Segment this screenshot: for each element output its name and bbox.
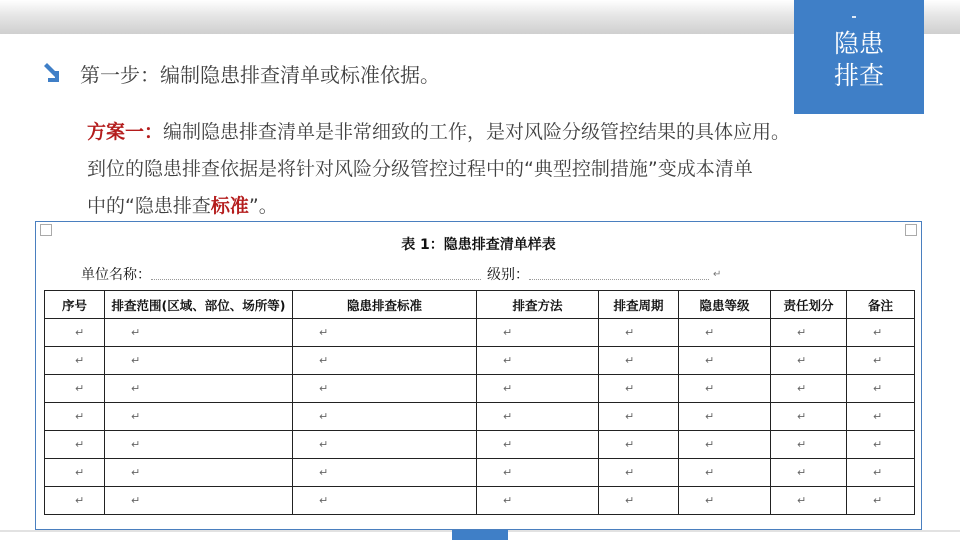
table-cell: ↵	[679, 431, 771, 459]
table-cell: ↵	[45, 347, 105, 375]
table-cell: ↵	[105, 375, 293, 403]
table-cell: ↵	[847, 487, 915, 515]
table-cell: ↵	[293, 375, 477, 403]
table-cell: ↵	[45, 375, 105, 403]
paragraph-text-3a: 中的“隐患排查	[87, 195, 211, 217]
table-cell: ↵	[293, 431, 477, 459]
badge-line-2: 排查	[833, 61, 884, 90]
table-cell: ↵	[771, 431, 847, 459]
table-cell: ↵	[771, 375, 847, 403]
table-cell: ↵	[105, 431, 293, 459]
table-cell: ↵	[293, 403, 477, 431]
table-cell: ↵	[477, 403, 599, 431]
unit-name-blank	[151, 269, 481, 280]
table-cell: ↵	[771, 487, 847, 515]
table-cell: ↵	[679, 459, 771, 487]
col-header: 排查周期	[599, 291, 679, 319]
table-cell: ↵	[105, 319, 293, 347]
paragraph-text-3b: ”。	[248, 195, 278, 217]
step-text: 第一步：编制隐患排查清单或标准依据。	[80, 62, 440, 87]
paragraph-line-3	[87, 188, 907, 225]
level-blank	[529, 269, 709, 280]
table-cell: ↵	[771, 319, 847, 347]
arrow-down-right-icon	[42, 62, 64, 84]
table-cell: ↵	[105, 459, 293, 487]
table-cell: ↵	[847, 347, 915, 375]
table-cell: ↵	[771, 459, 847, 487]
table-cell: ↵	[847, 431, 915, 459]
table-cell: ↵	[599, 459, 679, 487]
footer-tab	[452, 530, 508, 540]
step-heading	[42, 58, 440, 88]
plan-lead: 方案一：	[87, 121, 164, 143]
table-cell: ↵	[679, 347, 771, 375]
table-cell: ↵	[45, 403, 105, 431]
table-cell: ↵	[105, 403, 293, 431]
table-cell: ↵	[105, 487, 293, 515]
table-row	[45, 459, 915, 487]
table-cell: ↵	[771, 347, 847, 375]
badge-tick-mark	[852, 16, 856, 18]
paragraph-text-1: 编制隐患排查清单是非常细致的工作，是对风险分级管控结果的具体应用。	[163, 121, 791, 143]
table-cell: ↵	[679, 319, 771, 347]
table-row	[45, 431, 915, 459]
paragraph-emphasis: 标准	[210, 195, 249, 217]
col-header: 隐患排查标准	[293, 291, 477, 319]
col-header: 排查范围(区域、部位、场所等)	[105, 291, 293, 319]
table-cell: ↵	[45, 319, 105, 347]
table-cell: ↵	[847, 459, 915, 487]
badge-line-1: 隐患	[833, 29, 884, 58]
hazard-checklist-table	[44, 290, 915, 515]
paragraph-line-2: 到位的隐患排查依据是将针对风险分级管控过程中的“典型控制措施”变成本清单	[87, 158, 753, 180]
plan-paragraph	[87, 114, 907, 225]
unit-level-line	[81, 264, 721, 284]
table-row	[45, 487, 915, 515]
table-cell: ↵	[599, 375, 679, 403]
return-mark: ↵	[713, 268, 722, 280]
table-cell: ↵	[293, 347, 477, 375]
level-label: 级别：	[487, 267, 529, 283]
table-cell: ↵	[679, 403, 771, 431]
table-cell: ↵	[105, 347, 293, 375]
table-cell: ↵	[847, 375, 915, 403]
table-cell: ↵	[771, 403, 847, 431]
col-header: 责任划分	[771, 291, 847, 319]
table-header-row	[45, 291, 915, 319]
table-cell: ↵	[599, 487, 679, 515]
table-cell: ↵	[679, 375, 771, 403]
paragraph-line-1	[87, 114, 907, 151]
table-cell: ↵	[599, 431, 679, 459]
table-cell: ↵	[477, 487, 599, 515]
table-cell: ↵	[45, 431, 105, 459]
table-cell: ↵	[599, 347, 679, 375]
table-cell: ↵	[847, 403, 915, 431]
section-badge	[794, 0, 924, 114]
table-cell: ↵	[599, 403, 679, 431]
col-header: 隐患等级	[679, 291, 771, 319]
table-cell: ↵	[293, 319, 477, 347]
table-cell: ↵	[477, 347, 599, 375]
col-header: 序号	[45, 291, 105, 319]
table-row	[45, 403, 915, 431]
table-cell: ↵	[293, 459, 477, 487]
col-header: 备注	[847, 291, 915, 319]
table-row	[45, 375, 915, 403]
table-row	[45, 347, 915, 375]
table-cell: ↵	[45, 459, 105, 487]
table-cell: ↵	[477, 319, 599, 347]
embedded-document	[35, 221, 922, 530]
table-cell: ↵	[293, 487, 477, 515]
sample-table-title: 表 1：隐患排查清单样表	[401, 237, 556, 253]
table-cell: ↵	[477, 375, 599, 403]
table-row	[45, 319, 915, 347]
table-cell: ↵	[847, 319, 915, 347]
table-cell: ↵	[45, 487, 105, 515]
table-cell: ↵	[477, 431, 599, 459]
col-header: 排查方法	[477, 291, 599, 319]
table-cell: ↵	[679, 487, 771, 515]
unit-name-label: 单位名称：	[81, 267, 151, 283]
table-cell: ↵	[477, 459, 599, 487]
table-cell: ↵	[599, 319, 679, 347]
